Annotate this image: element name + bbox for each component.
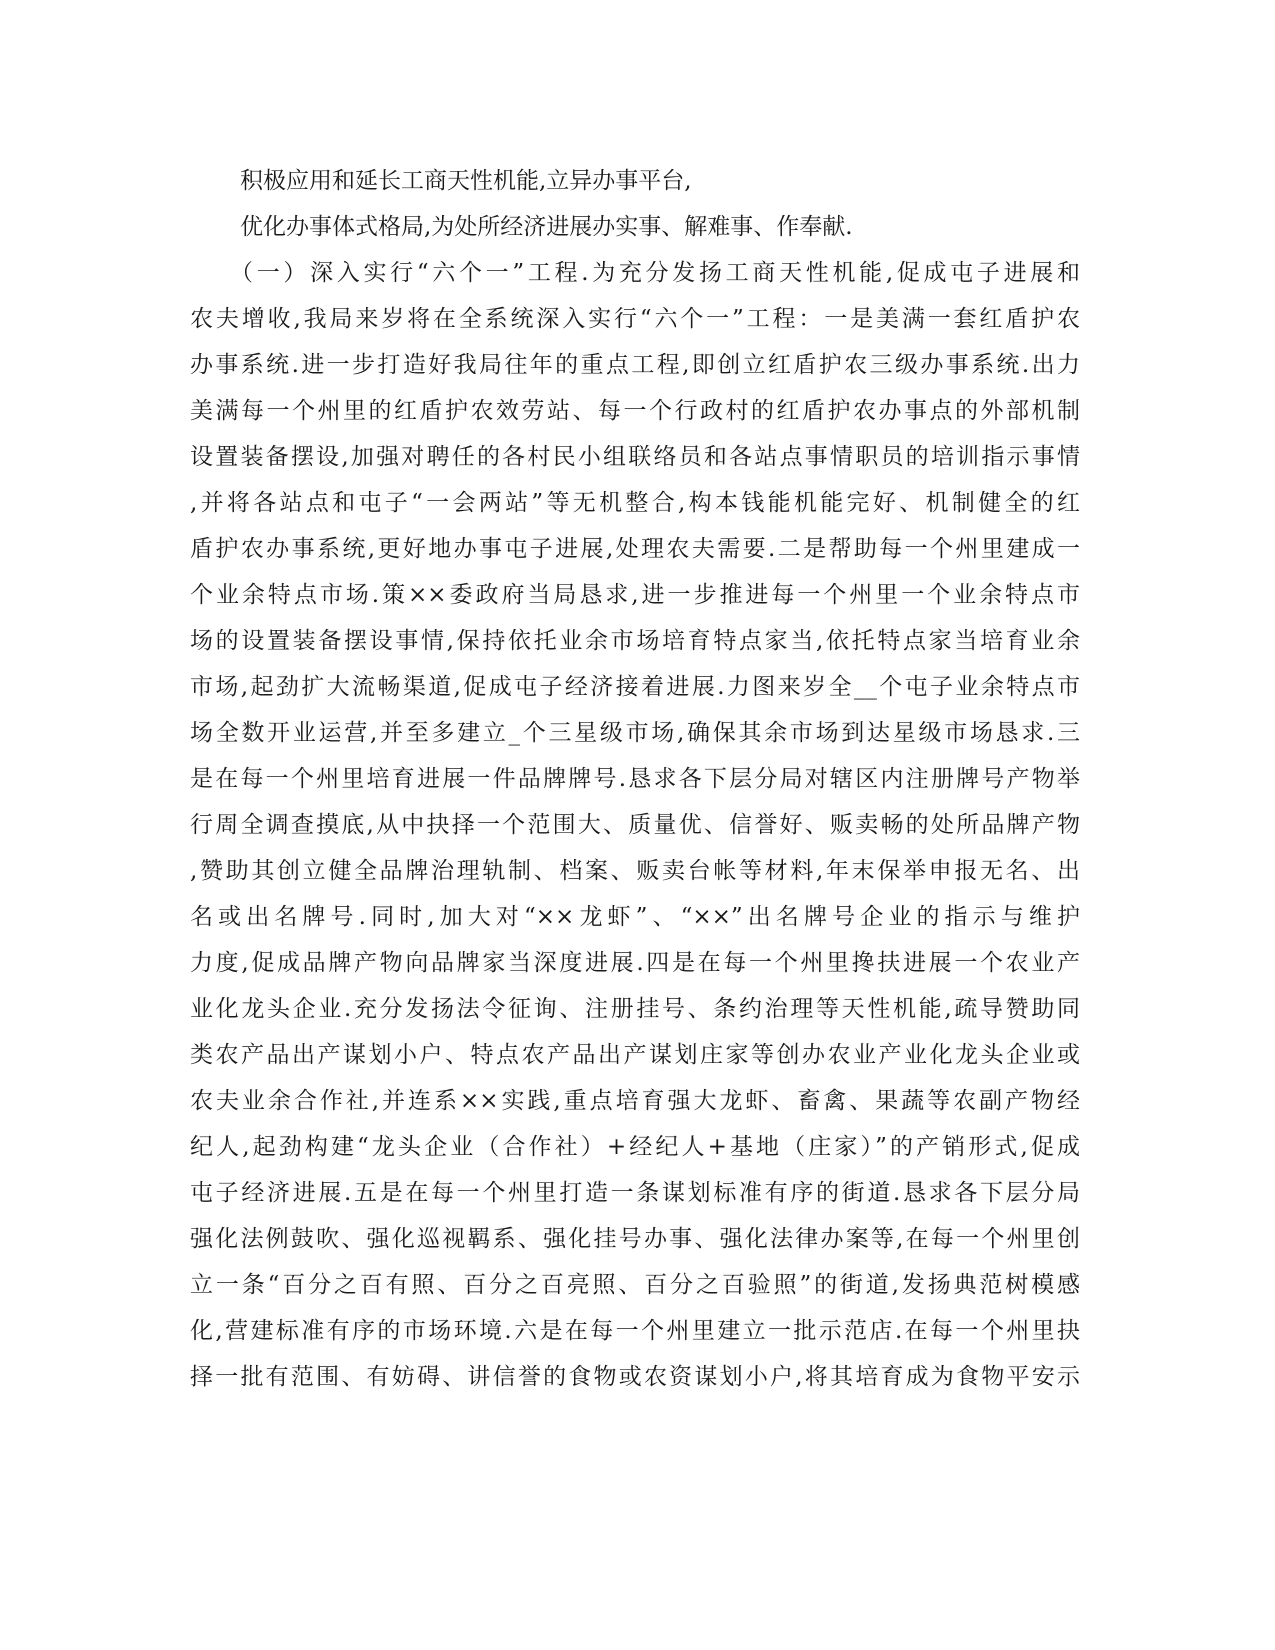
text-line: 屯子经济进展.五是在每一个州里打造一条谋划标准有序的街道.恳求各下层分局 (190, 1180, 1080, 1206)
text-line: 办事系统.进一步打造好我局往年的重点工程,即创立红盾护农三级办事系统.出力 (190, 352, 1080, 378)
text-line: 类农产品出产谋划小户、特点农产品出产谋划庄家等创办农业产业化龙头企业或 (190, 1042, 1080, 1068)
text-line: 强化法例鼓吹、强化巡视羁系、强化挂号办事、强化法律办案等,在每一个州里创 (190, 1226, 1080, 1252)
document-body (190, 158, 1080, 1400)
text-line: 名或出名牌号.同时,加大对“××龙虾”、“××”出名牌号企业的指示与维护 (190, 904, 1080, 930)
text-line: 场的设置装备摆设事情,保持依托业余市场培育特点家当,依托特点家当培育业余 (190, 628, 1080, 654)
text-line: ,赞助其创立健全品牌治理轨制、档案、贩卖台帐等材料,年末保举申报无名、出 (190, 858, 1080, 884)
text-line: 积极应用和延长工商天性机能,立异办事平台, (240, 168, 692, 194)
text-line: 择一批有范围、有妨碍、讲信誉的食物或农资谋划小户,将其培育成为食物平安示 (190, 1364, 1080, 1390)
text-line: 农夫业余合作社,并连系××实践,重点培育强大龙虾、畜禽、果蔬等农副产物经 (190, 1088, 1080, 1114)
text-line: 化,营建标准有序的市场环境.六是在每一个州里建立一批示范店.在每一个州里抉 (190, 1318, 1080, 1344)
text-line: 纪人,起劲构建“龙头企业（合作社）+经纪人+基地（庄家）”的产销形式,促成 (190, 1134, 1080, 1160)
paragraph-first-line: （一）深入实行“六个一”工程.为充分发扬工商天性机能,促成屯子进展和 (230, 260, 1080, 286)
text-line: ,并将各站点和屯子“一会两站”等无机整合,构本钱能机能完好、机制健全的红 (190, 490, 1080, 516)
text-line: 行周全调查摸底,从中抉择一个范围大、质量优、信誉好、贩卖畅的处所品牌产物 (190, 812, 1080, 838)
text-line: 场全数开业运营,并至多建立_个三星级市场,确保其余市场到达星级市场恳求.三 (190, 720, 1080, 746)
text-line: 设置装备摆设,加强对聘任的各村民小组联络员和各站点事情职员的培训指示事情 (190, 444, 1080, 470)
text-line: 立一条“百分之百有照、百分之百亮照、百分之百验照”的街道,发扬典范树模感 (190, 1272, 1080, 1298)
text-line: 农夫增收,我局来岁将在全系统深入实行“六个一”工程：一是美满一套红盾护农 (190, 306, 1080, 332)
text-line: 盾护农办事系统,更好地办事屯子进展,处理农夫需要.二是帮助每一个州里建成一 (190, 536, 1080, 562)
text-line: 市场,起劲扩大流畅渠道,促成屯子经济接着进展.力图来岁全__个屯子业余特点市 (190, 674, 1080, 700)
text-line: 业化龙头企业.充分发扬法令征询、注册挂号、条约治理等天性机能,疏导赞助同 (190, 996, 1080, 1022)
text-line: 优化办事体式格局,为处所经济进展办实事、解难事、作奉献. (240, 214, 853, 240)
text-line: 力度,促成品牌产物向品牌家当深度进展.四是在每一个州里搀扶进展一个农业产 (190, 950, 1080, 976)
text-line: 是在每一个州里培育进展一件品牌牌号.恳求各下层分局对辖区内注册牌号产物举 (190, 766, 1080, 792)
text-line: 美满每一个州里的红盾护农效劳站、每一个行政村的红盾护农办事点的外部机制 (190, 398, 1080, 424)
text-line: 个业余特点市场.策××委政府当局恳求,进一步推进每一个州里一个业余特点市 (190, 582, 1080, 608)
